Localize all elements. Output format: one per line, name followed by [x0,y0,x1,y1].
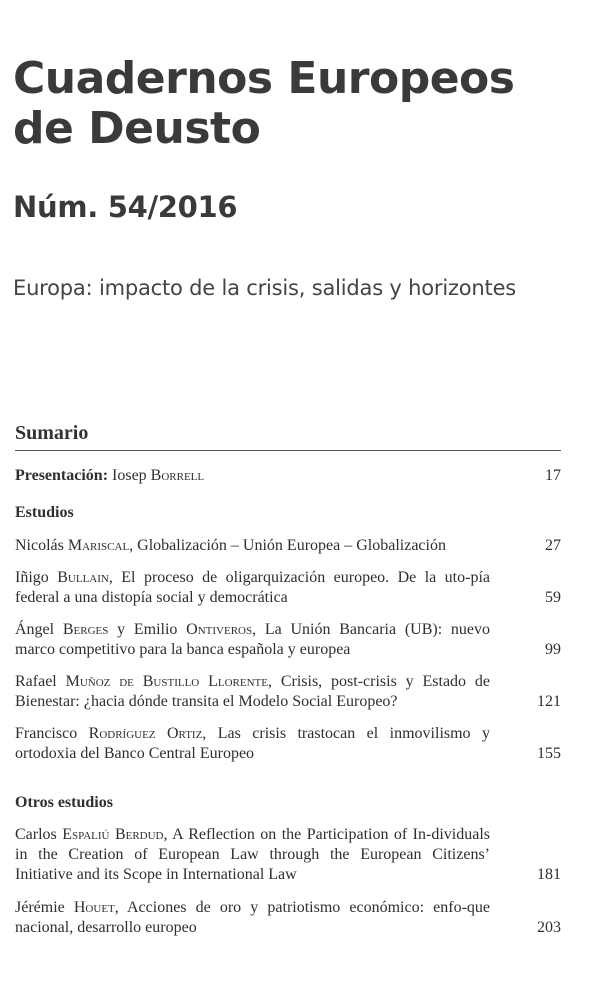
author2-last: Ontiveros [186,621,253,638]
author-last: Espaliú Berdud [62,826,164,843]
author-last: Berges [62,621,109,638]
issue-subtitle: Europa: impacto de la crisis, salidas y horizontes [13,276,517,300]
author-last: Mariscal [67,537,130,554]
author-first: Jérémie [15,899,65,916]
page-number: 203 [537,919,561,936]
page-number: 121 [537,693,561,710]
author-last: Bullain [57,569,109,586]
toc-entry[interactable] [15,568,561,608]
toc-entry[interactable] [15,898,561,938]
article-title: , Las crisis trastocan el inmovilismo y ortodoxia del Banco Central Europeo [15,725,490,762]
author-first: Carlos [15,826,57,843]
article-title: , El proceso de oligarquización europeo. De la uto-pía federal a una distopía social y democrática [15,569,491,606]
page-number: 99 [545,641,561,658]
toc-entry[interactable] [15,724,561,764]
presentacion-label: Presentación: [15,467,109,484]
author-last: Rodríguez Ortiz [88,725,203,742]
article-title: , La Unión Bancaria (UB): nuevo marco competitivo para la banca española y europea [15,621,491,658]
article-title: , Crisis, post-crisis y Estado de Bienestar: ¿hacia dónde transita el Modelo Social Europeo? [15,673,491,710]
article-title: , Acciones de oro y patriotismo económico: enfo-que nacional, desarrollo europeo [15,899,491,936]
author-first: Nicolás [15,537,64,554]
author-last: Houet [73,899,115,916]
author-first: Francisco [15,725,78,742]
author-first: Iñigo [15,569,49,586]
journal-title-line1: Cuadernos Europeos [13,53,515,104]
toc-heading: Sumario [15,422,89,444]
journal-title [13,54,514,154]
toc-entry-presentacion[interactable] [15,466,561,486]
journal-title-line2: de Deusto [13,103,261,154]
author-last: Borrell [150,467,205,484]
section-heading-estudios: Estudios [15,504,74,521]
toc-entry[interactable] [15,672,561,712]
author-first: Iosep [112,467,147,484]
author-first: Rafael [15,673,57,690]
toc-entry[interactable] [15,825,561,885]
page-number: 155 [537,745,561,762]
page-number: 59 [545,589,561,606]
author-first: Ángel [15,621,55,638]
page-number: 17 [545,467,561,484]
toc-divider [15,450,561,451]
issue-number: Núm. 54/2016 [13,190,238,224]
author-joiner: y Emilio [108,621,187,638]
toc-entry[interactable] [15,620,561,660]
toc-entry[interactable] [15,536,561,556]
section-heading-otros-estudios: Otros estudios [15,794,113,811]
article-title: , A Reflection on the Participation of In-dividuals in the Creation of European Law through the European Citizens’ Initiative and its Scope in International Law [15,826,490,883]
page-number: 181 [537,866,561,883]
author-last: Muñoz de Bustillo Llorente [65,673,268,690]
article-title: , Globalización – Unión Europea – Globalización [129,537,446,554]
page-number: 27 [545,537,561,554]
